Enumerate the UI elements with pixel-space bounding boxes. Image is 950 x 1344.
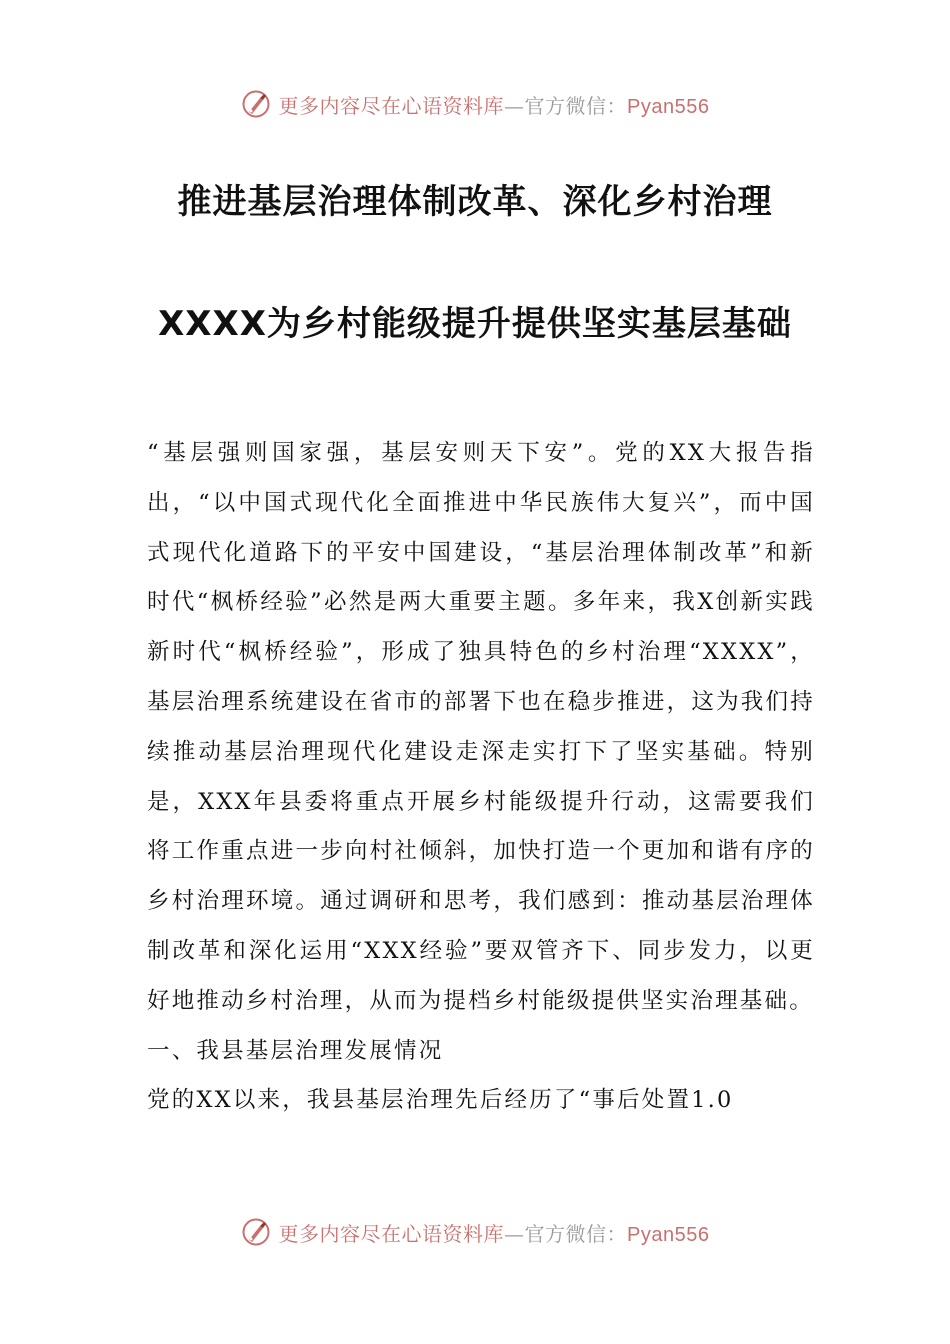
watermark-wechat-id: Pyan556 bbox=[627, 95, 710, 118]
body-paragraph-section-1: 党的XX以来，我县基层治理先后经历了“事后处置1.0 bbox=[147, 1087, 734, 1114]
footer-watermark bbox=[0, 1212, 950, 1252]
document-title-line-2: XXXX为乡村能级提升提供坚实基层基础 bbox=[158, 304, 792, 344]
document-title-line-1: 推进基层治理体制改革、深化乡村治理 bbox=[177, 182, 773, 222]
pen-nib-logo-icon bbox=[241, 1217, 271, 1247]
pen-nib-logo-icon bbox=[241, 89, 271, 119]
watermark-wechat-label: 官方微信： bbox=[524, 1221, 628, 1246]
header-watermark bbox=[0, 84, 950, 124]
body-paragraph-intro: “基层强则国家强，基层安则天下安”。党的XX大报告指出，“以中国式现代化全面推进中华民族伟大复兴”，而中国式现代化道路下的平安中国建设，“基层治理体制改革”和新时代“枫桥经验”必然是两大重要主题。多年来，我X创新实践新时代“枫桥经验”，形成了独具特色的乡村治理“XXXX”，基层治理系统建设在省市的部署下也在稳步推进，这为我们持续推动基层治理现代化建设走深走实打下了坚实基础。特别是，XXX年县委将重点开展乡村能级提升行动，这需要我们将工作重点进一步向村社倾斜，加快打造一个更加和谐有序的乡村治理环境。通过调研和思考，我们感到：推动基层治理体制改革和深化运用“XXX经验”要双管齐下、同步发力，以更好地推动乡村治理，从而为提档乡村能级提供坚实治理基础。 bbox=[147, 440, 815, 1014]
watermark-wechat-label: 官方微信： bbox=[524, 93, 628, 118]
document-body bbox=[147, 429, 815, 1126]
section-heading-1: 一、我县基层治理发展情况 bbox=[147, 1037, 444, 1064]
watermark-separator: — bbox=[504, 1221, 525, 1246]
watermark-site-text: 更多内容尽在心语资料库 bbox=[278, 1221, 505, 1246]
watermark-separator: — bbox=[504, 93, 525, 118]
watermark-site-text: 更多内容尽在心语资料库 bbox=[278, 93, 505, 118]
watermark-wechat-id: Pyan556 bbox=[627, 1223, 710, 1246]
